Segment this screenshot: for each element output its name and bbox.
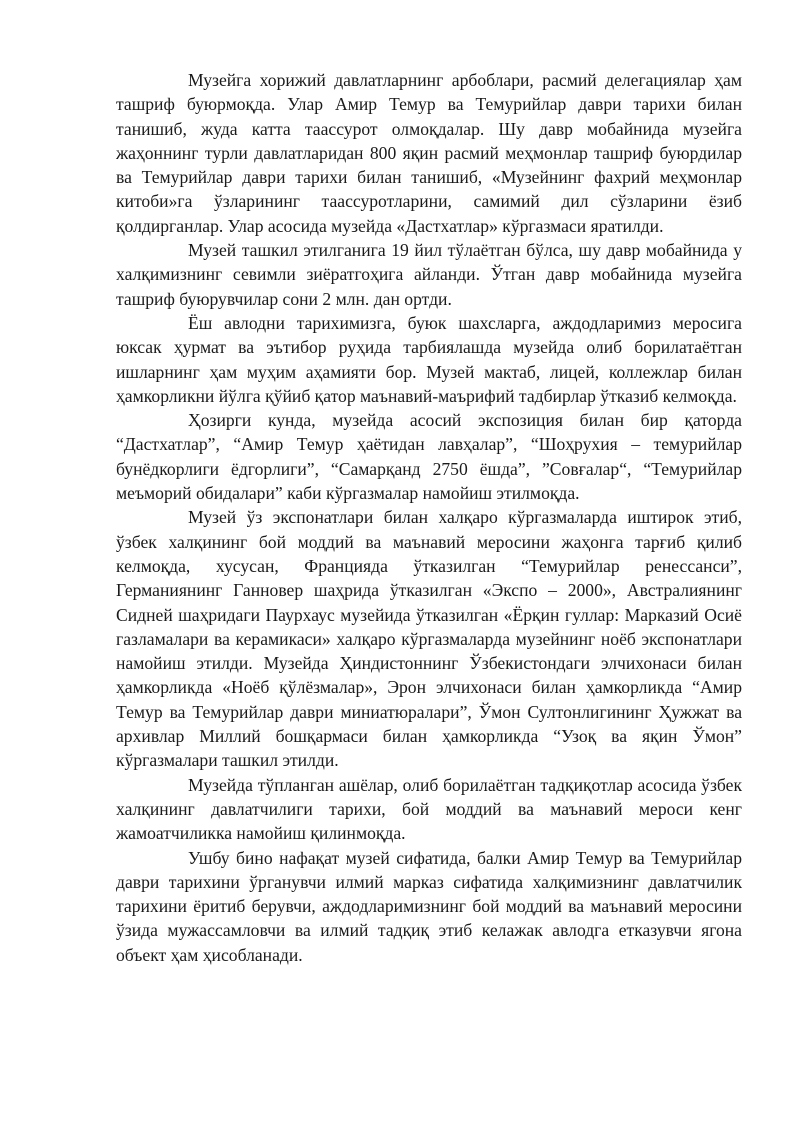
paragraph-museum-anniversary: Музей ташкил этилганига 19 йил тўлаётган бўлса, шу давр мобайнида у халқимизнинг севимли зиёратгоҳига айланди. Ўтган давр мобайнида музейга ташриф буюрувчилар сони 2 млн. дан ортди. xyxy=(116,240,742,309)
paragraph-foreign-delegations: Музейга хорижий давлатларнинг арбоблари, расмий делегациялар ҳам ташриф буюрмоқда. Улар Амир Темур ва Темурийлар даври тарихи билан танишиб, жуда катта таассурот олмоқдалар. Шу давр мобайнида музейга жаҳоннинг турли давлатларидан 800 яқин расмий меҳмонлар ташриф буюрдилар ва Темурийлар даври тарихи билан танишиб, «Музейнинг фахрий меҳмонлар китоби»га ўзларининг таассуротларини, самимий дил сўзларини ёзиб қолдирганлар. Улар асосида музейда «Дастхатлар» кўргазмаси яратилди. xyxy=(116,70,742,236)
paragraph-current-exhibitions: Ҳозирги кунда, музейда асосий экспозиция билан бир қаторда “Дастхатлар”, “Амир Темур ҳаётидан лавҳалар”, “Шоҳрухия – темурийлар бунёдкорлиги ёдгорлиги”, “Самарқанд 2750 ёшда”, ”Совғалар“, “Темурийлар меъморий обидалари” каби кўргазмалар намойиш этилмоқда. xyxy=(116,410,742,504)
paragraph-collected-items: Музейда тўпланган ашёлар, олиб борилаётган тадқиқотлар асосида ўзбек халқининг давлатчилиги тарихи, бой моддий ва маънавий мероси кенг жамоатчиликка намойиш қилинмоқда. xyxy=(116,774,742,844)
paragraph-international-exhibitions: Музей ўз экспонатлари билан халқаро кўргазмаларда иштирок этиб, ўзбек халқининг бой моддий ва маънавий меросини жаҳонга тарғиб қилиб келмоқда, хусусан, Францияда ўтказилган “Темурийлар ренессанси”, Германиянинг Ганновер шаҳрида ўтказилган «Экспо – 2000», Австралиянинг Сидней шаҳридаги Паурхаус музейида ўтказилган «Ёрқин гуллар: Марказий Осиё газламалари ва керамикаси» халқаро кўргазмаларда музейнинг ноёб экспонатлари намойиш этилди. Музейда Ҳиндистоннинг Ўзбекистондаги элчихонаси билан ҳамкорликда «Ноёб қўлёзмалар», Эрон элчихонаси билан ҳамкорликда “Амир Темур ва Темурийлар даври миниатюралари”, Ўмон Султонлигининг Ҳужжат ва архивлар Миллий бошқармаси билан ҳамкорликда “Узоқ ва яқин Ўмон” кўргазмалари ташкил этилди. xyxy=(116,507,742,771)
paragraph-youth-education: Ёш авлодни тарихимизга, буюк шахсларга, аждодларимиз меросига юксак ҳурмат ва эътибор руҳида тарбиялашда музейда олиб борилатаётган ишларнинг ҳам муҳим аҳамияти бор. Музей мактаб, лицей, коллежлар билан ҳамкорликни йўлга қўйиб қатор маънавий-маърифий тадбирлар ўтказиб келмоқда. xyxy=(116,312,742,406)
document-page xyxy=(116,68,742,967)
paragraph-building-significance: Ушбу бино нафақат музей сифатида, балки Амир Темур ва Темурийлар даври тарихини ўрганувчи илмий марказ сифатида халқимизнинг давлатчилик тарихини ёритиб берувчи, аждодларимизнинг бой моддий ва маънавий меросини ўзида мужассамловчи ва илмий тадқиқ этиб келажак авлодга етказувчи ягона объект ҳам ҳисобланади. xyxy=(116,847,742,965)
